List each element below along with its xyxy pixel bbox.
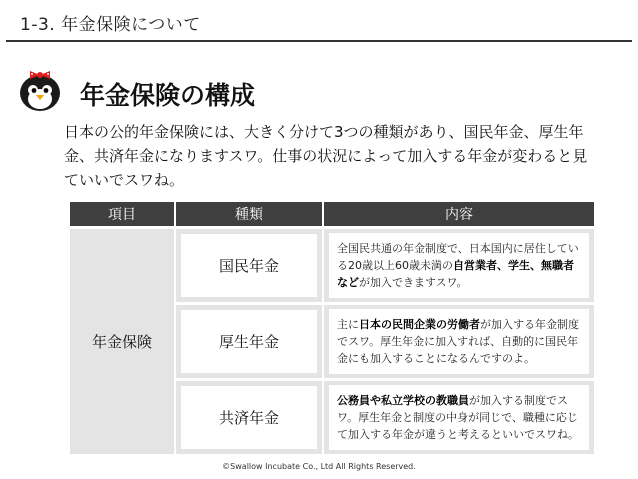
table-header-item: 項目 xyxy=(70,202,174,226)
description-cell xyxy=(329,309,589,374)
table-row xyxy=(176,229,322,302)
table-row xyxy=(324,381,594,454)
type-cell: 共済年金 xyxy=(181,386,317,449)
table-row xyxy=(176,381,322,454)
swallow-mascot-icon xyxy=(14,62,66,114)
type-cell: 厚生年金 xyxy=(181,310,317,373)
type-cell: 国民年金 xyxy=(181,234,317,297)
description-cell xyxy=(329,385,589,450)
description-cell xyxy=(329,233,589,298)
table-header-content: 内容 xyxy=(324,202,594,226)
table-row xyxy=(176,305,322,378)
table-row xyxy=(324,229,594,302)
intro-paragraph: 日本の公的年金保険には、大きく分けて3つの種類があり、国民年金、厚生年金、共済年金になりますスワ。仕事の状況によって加入する年金が変わると見ていいでスワね。 xyxy=(64,123,588,189)
page-heading: 年金保険の構成 xyxy=(80,81,256,110)
copyright-footer: ©Swallow Incubate Co., Ltd All Rights Reserved. xyxy=(222,462,416,471)
description-text: 公務員や私立学校の教職員が加入する制度でスワ。厚生年金と制度の中身が同じで、職種に応じて加入する年金が違うと考えるといいでスワね。 xyxy=(337,394,579,441)
title-divider xyxy=(6,40,632,42)
category-cell xyxy=(70,229,174,454)
description-text: 全国民共通の年金制度で、日本国内に居住している20歳以上60歳未満の自営業者、学生、無職者などが加入できますスワ。 xyxy=(337,242,579,289)
table-header-type: 種類 xyxy=(176,202,322,226)
section-title: 1-3. 年金保険について xyxy=(20,15,201,35)
table-row xyxy=(324,305,594,378)
category-label: 年金保険 xyxy=(91,333,152,351)
description-text: 主に日本の民間企業の労働者が加入する年金制度でスワ。厚生年金に加入すれば、自動的に国民年金にも加入することになるんですのよ。 xyxy=(337,318,579,365)
